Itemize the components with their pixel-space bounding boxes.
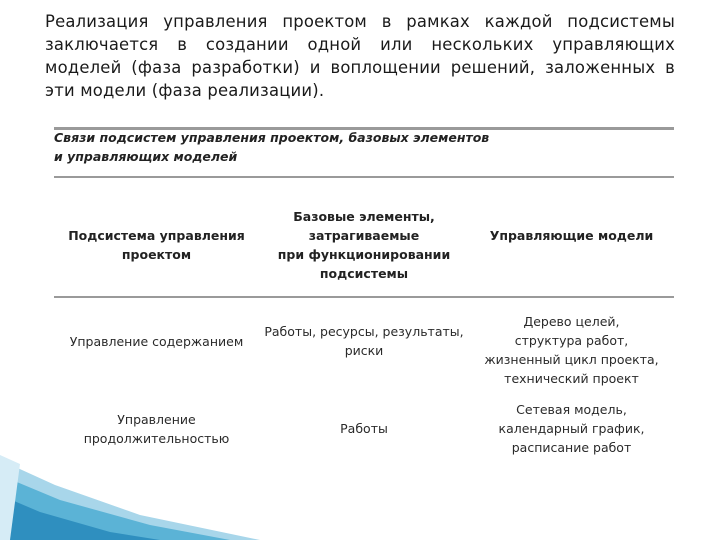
table-caption-line: Связи подсистем управления проектом, базовых элементов	[54, 130, 490, 145]
cell-line: Работы, ресурсы, результаты,	[264, 324, 464, 339]
table-caption-line: и управляющих моделей	[54, 149, 238, 164]
cell-line: Управление	[117, 412, 196, 427]
cell-line: Управление содержанием	[69, 334, 244, 349]
header-line: подсистемы	[319, 266, 409, 281]
cell-line: Работы	[340, 421, 388, 436]
slide-wave-decoration	[0, 420, 720, 540]
row1-models	[469, 312, 674, 388]
header-base-elements	[259, 207, 469, 283]
cell-line: календарный график,	[498, 421, 645, 436]
row1-elements	[259, 322, 469, 360]
caption-rule	[54, 176, 674, 178]
header-line: при функционировании	[277, 247, 451, 262]
header-line: Управляющие модели	[489, 228, 654, 243]
cell-line: технический проект	[504, 371, 639, 386]
cell-line: Сетевая модель,	[516, 402, 627, 417]
header-rule	[54, 296, 674, 298]
header-line: затрагиваемые	[308, 228, 420, 243]
header-subsystem	[54, 226, 259, 264]
cell-line: структура работ,	[514, 333, 629, 348]
cell-line: Дерево целей,	[523, 314, 620, 329]
row1-subsystem	[54, 332, 259, 351]
table-caption	[54, 128, 489, 166]
intro-paragraph: Реализация управления проектом в рамках каждой подсистемы заключается в создании одной или нескольких управляющих моделей (фаза разработки) и воплощении решений, заложенных в эти модели (фаза реализации).	[45, 12, 675, 100]
header-line: Подсистема управления	[68, 228, 245, 243]
cell-line: продолжительностью	[83, 431, 230, 446]
cell-line: расписание работ	[511, 440, 632, 455]
header-line: проектом	[121, 247, 192, 262]
header-line: Базовые элементы,	[293, 209, 435, 224]
cell-line: риски	[344, 343, 384, 358]
cell-line: жизненный цикл проекта,	[484, 352, 659, 367]
header-control-models	[469, 226, 674, 245]
